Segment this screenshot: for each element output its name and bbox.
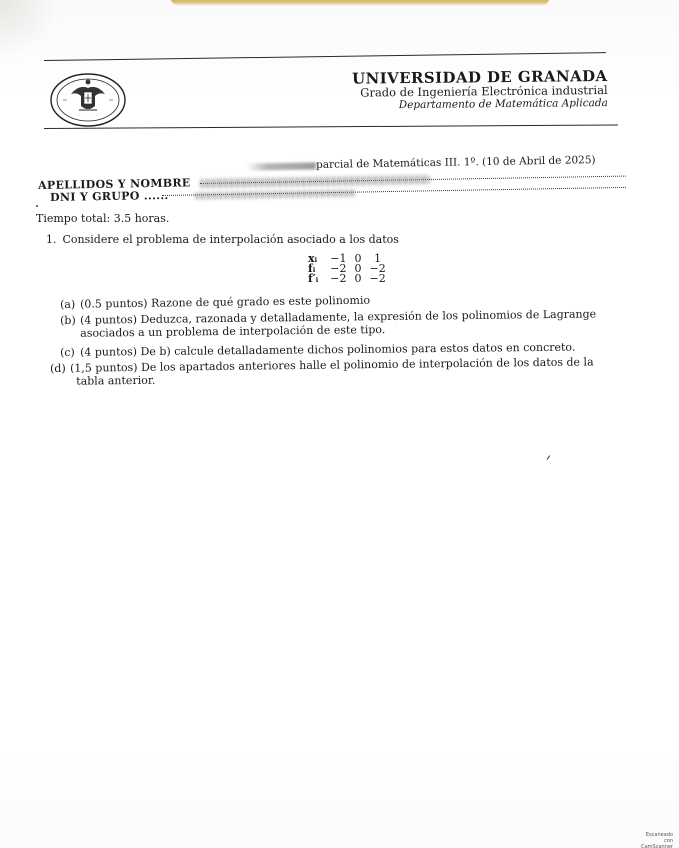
row-label-x: xᵢ xyxy=(308,252,318,265)
table-row xyxy=(304,274,390,284)
stray-dot xyxy=(36,205,38,207)
item-text: (0.5 puntos) Razone de qué grado es este polinomio xyxy=(79,293,371,311)
question-text: Considere el problema de interpolación asociado a los datos xyxy=(62,233,399,246)
table-cell: 0 xyxy=(354,272,362,285)
item-text-continuation: tabla anterior. xyxy=(76,373,156,388)
item-b xyxy=(60,307,660,340)
table-cell: 1 xyxy=(374,252,382,265)
department-name: Departamento de Matemática Aplicada xyxy=(398,96,608,112)
degree-name: Grado de Ingeniería Electrónica industrial xyxy=(359,82,608,100)
row-label-f: fᵢ xyxy=(308,262,316,275)
item-text: (1,5 puntos) De los apartados anteriores halle el polinomio de interpolación de los datos de la xyxy=(69,355,594,375)
stray-pen-mark xyxy=(547,455,551,460)
exam-title-blurred-prefix xyxy=(246,162,316,170)
apellidos-label: APELLIDOS Y NOMBRE xyxy=(38,176,191,192)
dni-label: DNI Y GRUPO ...... xyxy=(50,188,169,204)
scanner-line-1: Escaneado con xyxy=(645,832,673,844)
table-cell: 0 xyxy=(354,252,362,265)
question-1 xyxy=(46,233,399,246)
scanner-watermark xyxy=(637,832,673,848)
item-tag: (c) xyxy=(60,345,75,359)
redacted-name xyxy=(200,175,430,188)
item-text-continuation: asociados a un problema de interpolación de este tipo. xyxy=(80,323,386,340)
table-cell: −2 xyxy=(369,272,386,285)
redacted-dni xyxy=(195,190,355,200)
scanner-line-2: CamScanner xyxy=(641,844,673,848)
exam-title: parcial de Matemáticas III. 1º. (10 de Abril de 2025) xyxy=(316,154,596,171)
table-cell: −2 xyxy=(369,262,386,275)
question-number: 1. xyxy=(46,233,57,246)
item-tag: (a) xyxy=(60,297,76,311)
item-d xyxy=(50,354,670,388)
item-text: (4 puntos) De b) calcule detalladamente dichos polinomios para estos datos en concreto. xyxy=(79,340,576,359)
item-tag: (b) xyxy=(60,313,76,327)
table-cell: −1 xyxy=(330,252,347,265)
table-cell: −2 xyxy=(330,262,347,275)
item-a xyxy=(60,294,370,311)
row-label-fprime: f′ᵢ xyxy=(308,272,319,285)
item-tag: (d) xyxy=(50,361,66,375)
table-cell: 0 xyxy=(354,262,362,275)
time-limit: Tiempo total: 3.5 horas. xyxy=(36,212,170,225)
item-text: (4 puntos) Deduzca, razonada y detalladamente, la expresión de los polinomios de Lagrange xyxy=(79,307,597,327)
interpolation-data-table xyxy=(304,254,390,284)
university-name: UNIVERSIDAD DE GRANADA xyxy=(351,67,608,88)
table-cell: −2 xyxy=(330,272,347,285)
